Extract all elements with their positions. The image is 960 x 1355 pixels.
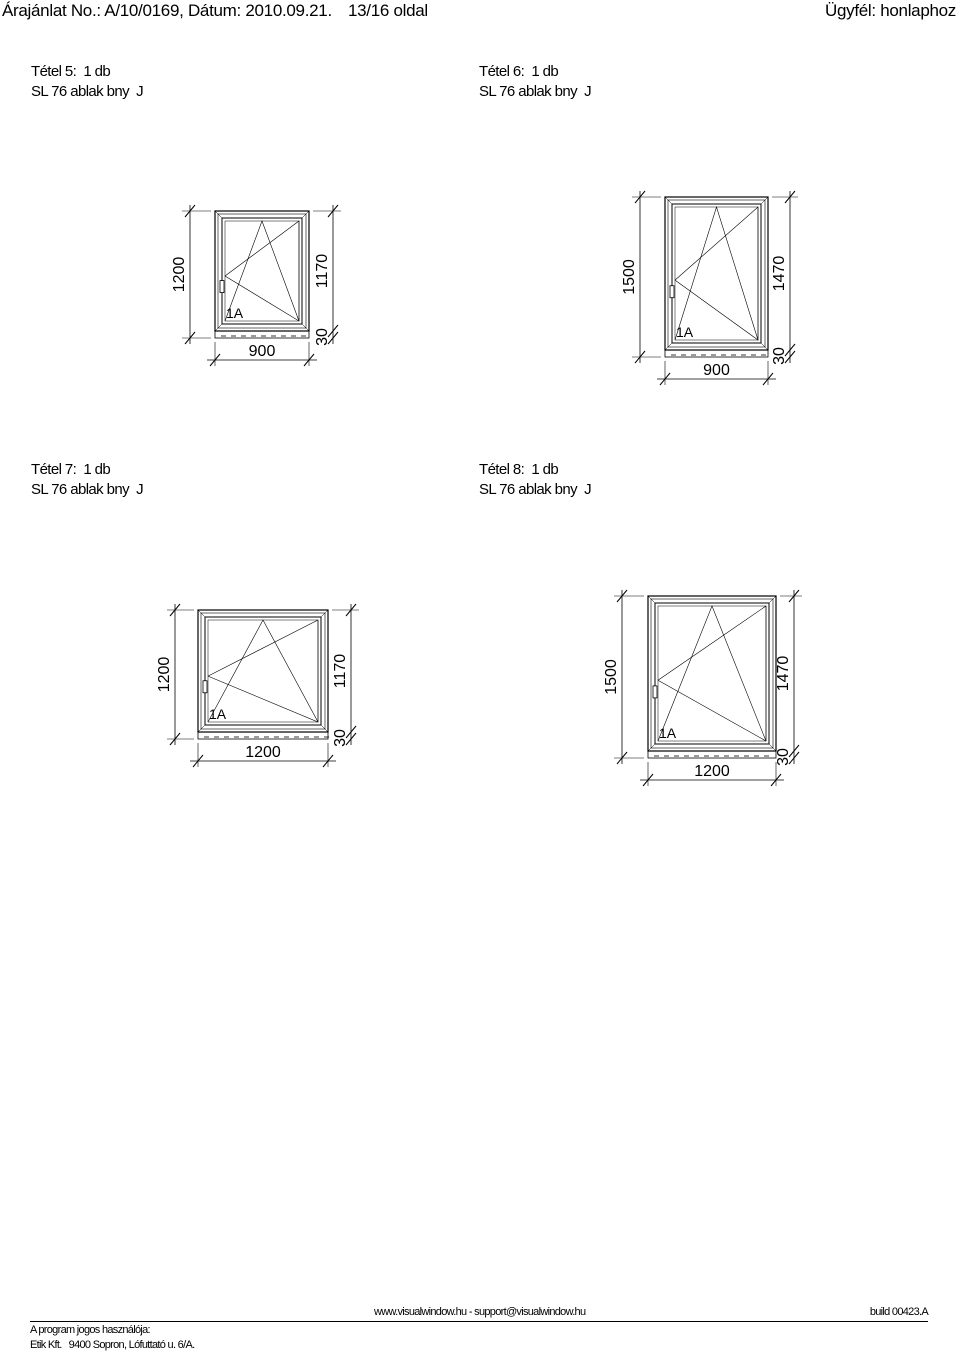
window-drawing-item-5 [160,195,360,375]
item-qty: 1 db [83,461,111,478]
item-desc: SL 76 ablak bny J [479,481,592,498]
handle-icon [203,681,207,693]
window-glass [675,207,758,340]
turn-opening-lines [658,606,766,741]
total-height-label: 1500 [621,259,638,295]
footer-licensee: Etik Kft. 9400 Sopron, Lófuttató u. 6/A. [30,1339,195,1351]
item-8-caption [479,460,591,500]
frame-corner [215,324,222,331]
frame-height-label: 1470 [771,255,788,292]
frame-height-label: 1170 [332,653,349,689]
sill-height-label: 30 [771,347,788,365]
frame-corner [198,725,205,732]
width-label: 900 [703,362,730,379]
frame-corner [761,197,768,204]
sash-label: 1A [659,725,677,741]
frame-corner [665,197,672,204]
window-glass [658,606,766,741]
width-label: 900 [248,343,276,360]
sash-label: 1A [209,706,227,722]
item-7-caption [31,460,143,500]
item-6-caption [479,62,591,102]
frame-corner [769,596,776,603]
footer-website: www.visualwindow.hu - support@visualwindow.hu [374,1306,586,1318]
sill-height-label: 30 [332,729,349,747]
item-qty: 1 db [83,63,111,80]
tilt-opening-lines [675,207,758,340]
item-title: Tétel 6: [479,63,525,80]
sill-height-label: 30 [314,328,331,346]
quote-number: Árajánlat No.: A/10/0169, Dátum: 2010.09.21. [2,1,332,20]
frame-corner [648,596,655,603]
frame-corner [665,343,672,350]
width-label: 1200 [245,744,281,761]
handle-icon [220,281,224,293]
item-desc: SL 76 ablak bny J [31,481,144,498]
frame-corner [761,343,768,350]
client-name: Ügyfél: honlaphoz [825,1,956,20]
page-number: 13/16 oldal [348,1,428,20]
window-sill [648,751,776,758]
frame-corner [648,744,655,751]
sash-label: 1A [676,324,694,340]
item-qty: 1 db [531,63,559,80]
item-desc: SL 76 ablak bny J [31,83,144,100]
frame-corner [302,324,309,331]
window-sash [672,204,761,343]
frame-corner [321,610,328,617]
window-sill [198,732,328,739]
footer-build: build 00423.A [869,1306,928,1318]
frame-corner [198,610,205,617]
handle-icon [670,286,674,298]
window-sill [215,331,309,338]
footer-divider [30,1321,928,1322]
item-5-caption [31,62,143,102]
width-label: 1200 [694,763,730,780]
item-qty: 1 db [531,461,559,478]
window-drawing-item-6 [610,180,820,390]
frame-corner [321,725,328,732]
turn-opening-lines [675,207,758,340]
handle-icon [653,686,657,698]
frame-height-label: 1170 [314,253,331,289]
window-drawing-item-8 [590,580,820,790]
item-title: Tétel 7: [31,461,77,478]
sill-height-label: 30 [775,748,792,766]
footer-license-label: A program jogos használója: [30,1324,150,1336]
frame-corner [215,211,222,218]
item-title: Tétel 8: [479,461,525,478]
sash-label: 1A [226,305,244,321]
total-height-label: 1200 [171,256,188,293]
window-drawing-item-7 [145,595,375,775]
item-title: Tétel 5: [31,63,77,80]
item-desc: SL 76 ablak bny J [479,83,592,100]
total-height-label: 1500 [603,659,620,695]
frame-height-label: 1470 [775,655,792,692]
frame-corner [302,211,309,218]
window-sill [665,350,768,357]
tilt-opening-lines [658,606,766,741]
window-sash [655,603,769,744]
total-height-label: 1200 [156,656,173,693]
